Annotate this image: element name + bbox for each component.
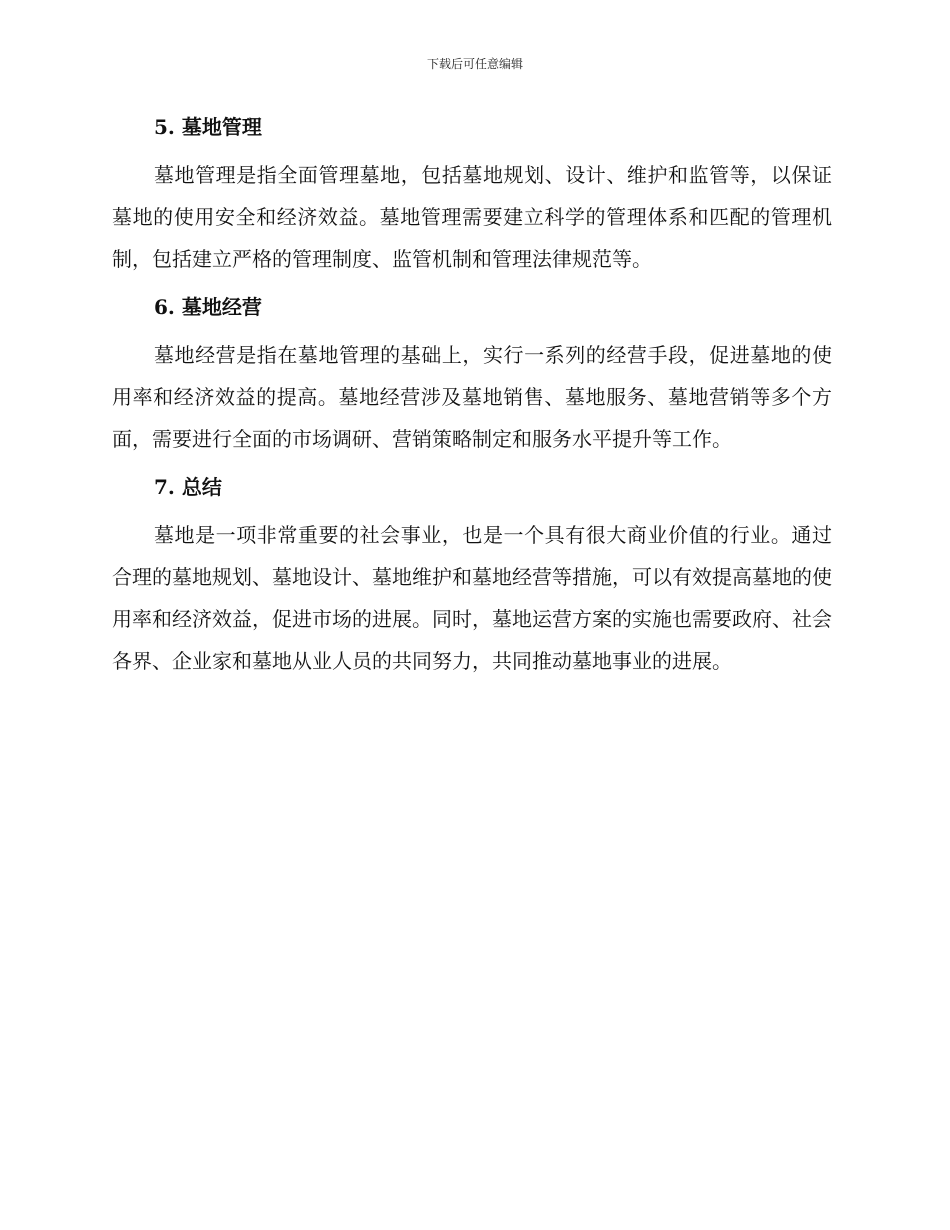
section-heading: 5. 墓地管理 — [154, 115, 262, 139]
section-heading: 7. 总结 — [154, 475, 222, 499]
section-management — [112, 110, 832, 280]
header-note: 下载后可任意编辑 — [426, 57, 523, 71]
section-paragraph: 墓地是一项非常重要的社会事业，也是一个具有很大商业价值的行业。通过合理的墓地规划、墓地设计、墓地维护和墓地经营等措施，可以有效提高墓地的使用率和经济效益，促进市场的进展。同时，墓地运营方案的实施也需要政府、社会各界、企业家和墓地从业人员的共同努力，共同推动墓地事业的进展。 — [112, 523, 832, 673]
document-body — [112, 110, 832, 692]
section-operation — [112, 290, 832, 460]
section-heading: 6. 墓地经营 — [154, 295, 262, 319]
section-summary — [112, 470, 832, 682]
section-paragraph: 墓地管理是指全面管理墓地，包括墓地规划、设计、维护和监管等，以保证墓地的使用安全和经济效益。墓地管理需要建立科学的管理体系和匹配的管理机制，包括建立严格的管理制度、监管机制和管理法律规范等。 — [112, 163, 832, 271]
section-paragraph: 墓地经营是指在墓地管理的基础上，实行一系列的经营手段，促进墓地的使用率和经济效益的提高。墓地经营涉及墓地销售、墓地服务、墓地营销等多个方面，需要进行全面的市场调研、营销策略制定和服务水平提升等工作。 — [112, 343, 832, 451]
